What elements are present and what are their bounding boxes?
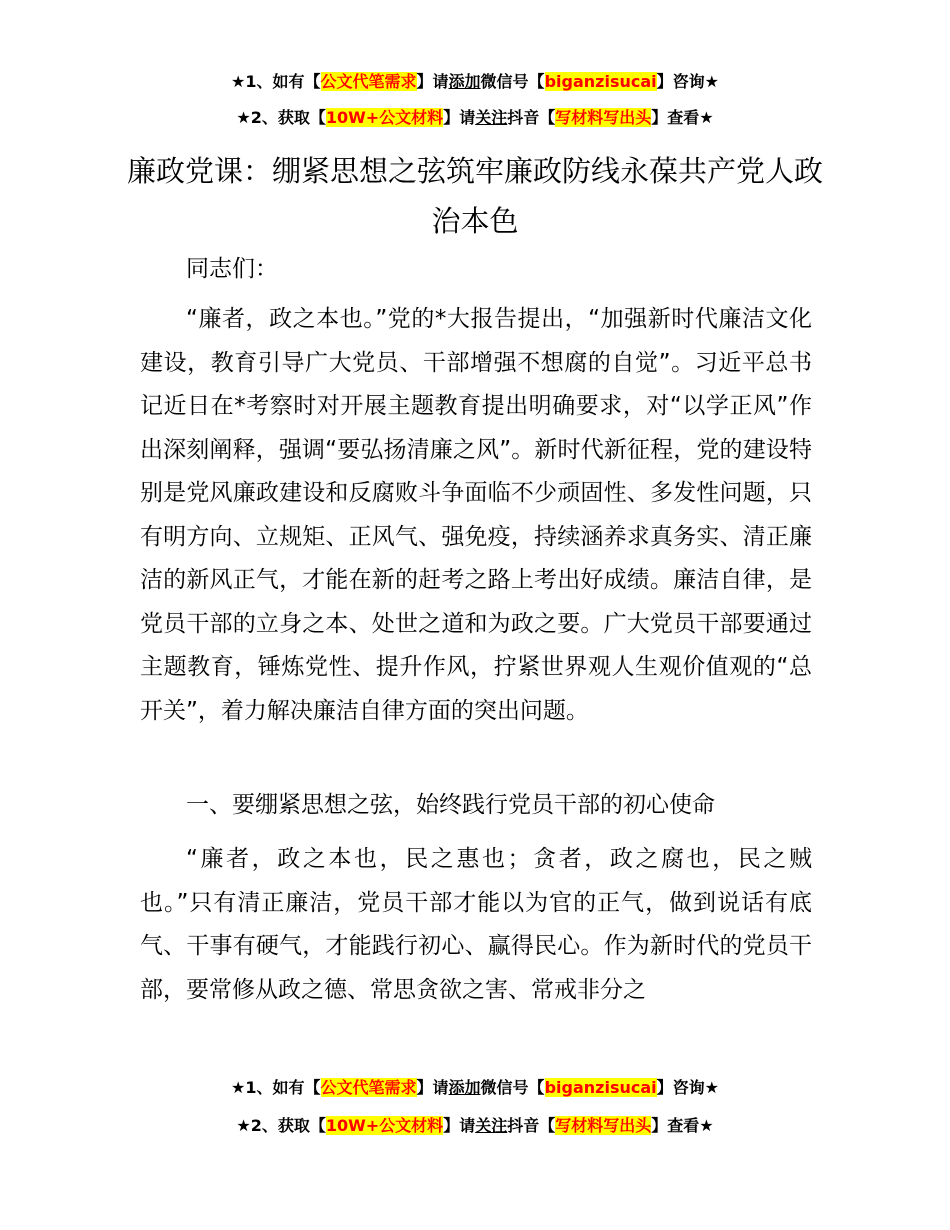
banner-text: 】请 — [416, 1078, 449, 1097]
document-title: 廉政党课：绷紧思想之弦筑牢廉政防线永葆共产党人政治本色 — [126, 154, 823, 238]
paragraph-2 — [140, 838, 812, 1012]
banner-emphasis: 添加 — [448, 1078, 481, 1097]
footer-banner-line-1 — [0, 1076, 950, 1100]
header-banner-line-1 — [0, 70, 950, 94]
banner-text: 】咨询★ — [656, 72, 719, 91]
banner-highlight: 写材料写出头 — [555, 108, 652, 127]
banner-text: 抖音【 — [507, 1116, 556, 1135]
banner-text: ★2、获取【 — [236, 1116, 326, 1135]
section-heading-text: 一、要绷紧思想之弦，始终践行党员干部的初心使命 — [186, 792, 715, 818]
greeting — [140, 248, 812, 292]
banner-text: 】请 — [443, 108, 476, 127]
banner-text: ★1、如有【 — [231, 1078, 321, 1097]
banner-highlight: biganzisucai — [544, 72, 657, 91]
footer-banner-line-2 — [0, 1114, 950, 1138]
banner-text: 微信号【 — [480, 1078, 545, 1097]
paragraph-1 — [140, 298, 812, 733]
banner-text: 抖音【 — [507, 108, 556, 127]
paragraph-text: “廉者，政之本也，民之惠也；贪者，政之腐也，民之贼也。”只有清正廉洁，党员干部才能以为官的正气，做到说话有底气、干事有硬气，才能践行初心、赢得民心。作为新时代的党员干部，要常修从政之德、常思贪欲之害、常戒非分之 — [140, 846, 812, 1003]
banner-text: 】查看★ — [651, 1116, 714, 1135]
banner-text: 】请 — [443, 1116, 476, 1135]
banner-text: 】查看★ — [651, 108, 714, 127]
banner-highlight: 10W+公文材料 — [325, 108, 444, 127]
banner-text: ★1、如有【 — [231, 72, 321, 91]
banner-highlight: 写材料写出头 — [555, 1116, 652, 1135]
banner-highlight: 公文代笔需求 — [320, 72, 417, 91]
banner-emphasis: 添加 — [448, 72, 481, 91]
banner-text: 】请 — [416, 72, 449, 91]
paragraph-text: “廉者，政之本也。”党的*大报告提出，“加强新时代廉洁文化建设，教育引导广大党员、干部增强不想腐的自觉”。习近平总书记近日在*考察时对开展主题教育提出明确要求，对“以学正风”作出深刻阐释，强调“要弘扬清廉之风”。新时代新征程，党的建设特别是党风廉政建设和反腐败斗争面临不少顽固性、多发性问题，只有明方向、立规矩、正风气、强免疫，持续涵养求真务实、清正廉洁的新风正气，才能在新的赶考之路上考出好成绩。廉洁自律，是党员干部的立身之本、处世之道和为政之要。广大党员干部要通过主题教育，锤炼党性、提升作风，拧紧世界观人生观价值观的“总开关”，着力解决廉洁自律方面的突出问题。 — [140, 306, 812, 724]
banner-text: ★2、获取【 — [236, 108, 326, 127]
banner-emphasis: 关注 — [475, 1116, 508, 1135]
greeting-text: 同志们： — [186, 256, 278, 282]
banner-highlight: 公文代笔需求 — [320, 1078, 417, 1097]
banner-text: 】咨询★ — [656, 1078, 719, 1097]
banner-text: 微信号【 — [480, 72, 545, 91]
section-heading-1 — [140, 784, 812, 828]
banner-highlight: 10W+公文材料 — [325, 1116, 444, 1135]
banner-highlight: biganzisucai — [544, 1078, 657, 1097]
header-banner-line-2 — [0, 106, 950, 130]
banner-emphasis: 关注 — [475, 108, 508, 127]
